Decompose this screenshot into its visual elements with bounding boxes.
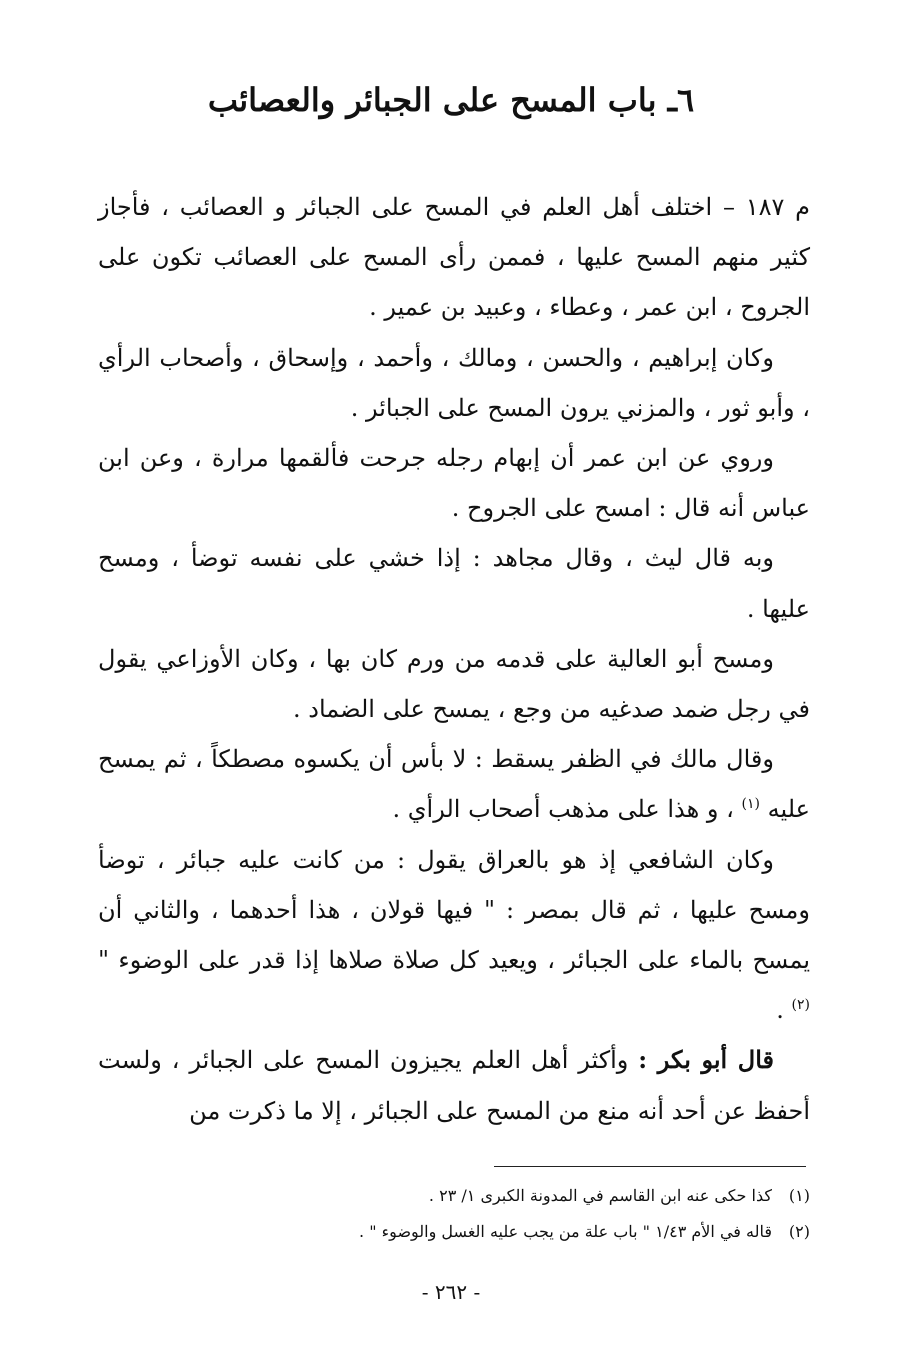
entry-label: م ١٨٧ –: [722, 193, 810, 221]
paragraph-shafii-tail: .: [776, 996, 784, 1025]
paragraph-1-text: اختلف أهل العلم في المسح على الجبائر و العصائب ، فأجاز كثير منهم المسح عليها ، فممن رأى المسح على العصائب تكون على الجروح ، ابن عمر ، وعطاء ، وعبيد بن عمير .: [98, 193, 810, 322]
footnote-divider: [494, 1166, 806, 1167]
footnote-1-number: (١): [788, 1186, 810, 1205]
footnotes: [98, 1178, 810, 1250]
paragraph-5: ومسح أبو العالية على قدمه من ورم كان بها ، وكان الأوزاعي يقول في رجل ضمد صدغيه من وجع ، يمسح على الضماد .: [98, 644, 810, 724]
main-text: [98, 182, 810, 1136]
footnote-ref-1[interactable]: (١): [741, 796, 760, 813]
abu-bakr-text: وأكثر أهل العلم يجيزون المسح على الجبائر ، ولست أحفظ عن أحد أنه منع من المسح على الجبائر ، إلا ما ذكرت من: [98, 1046, 810, 1125]
paragraph-malik-text: وقال مالك في الظفر يسقط : لا بأس أن يكسوه مصطكاً ، ثم يمسح عليه: [98, 745, 810, 824]
paragraph-malik: [98, 734, 810, 834]
abu-bakr-lead: قال أبو بكر :: [638, 1045, 774, 1075]
paragraph-2: وكان إبراهيم ، والحسن ، ومالك ، وأحمد ، وإسحاق ، وأصحاب الرأي ، وأبو ثور ، والمزني يرون المسح على الجبائر .: [98, 343, 810, 422]
chapter-title: ٦ـ باب المسح على الجبائر والعصائب: [207, 81, 695, 119]
footnote-1-text: كذا حكى عنه ابن القاسم في المدونة الكبرى ١/ ٢٣ .: [428, 1186, 772, 1205]
footnote-ref-2[interactable]: (٢): [791, 997, 810, 1014]
page-number: - ٢٦٢ -: [421, 1280, 481, 1304]
paragraph-4: وبه قال ليث ، وقال مجاهد : إذا خشي على نفسه توضأ ، ومسح عليها .: [98, 544, 810, 623]
paragraph-shafii: [98, 835, 810, 1036]
paragraph-3: وروي عن ابن عمر أن إبهام رجله جرحت فألقمها مرارة ، وعن ابن عباس أنه قال : امسح على الجروح .: [98, 444, 810, 523]
footnote-2: [98, 1214, 810, 1250]
footnote-2-text: قاله في الأم ١/٤٣ " باب علة من يجب عليه الغسل والوضوء " .: [359, 1222, 772, 1241]
paragraph-abu-bakr: [98, 1035, 810, 1135]
paragraph-1: [98, 182, 810, 333]
footnote-1: [98, 1178, 810, 1214]
paragraph-malik-tail: ، و هذا على مذهب أصحاب الرأي .: [392, 795, 734, 824]
footnote-2-number: (٢): [788, 1222, 810, 1241]
paragraph-shafii-text: وكان الشافعي إذ هو بالعراق يقول : من كانت عليه جبائر ، توضأ ومسح عليها ، ثم قال بمصر : " فيها قولان ، هذا أحدهما ، والثاني أن يمسح بالماء على الجبائر ، ويعيد كل صلاة صلاها إذا قدر على الوضوء ": [98, 845, 810, 975]
